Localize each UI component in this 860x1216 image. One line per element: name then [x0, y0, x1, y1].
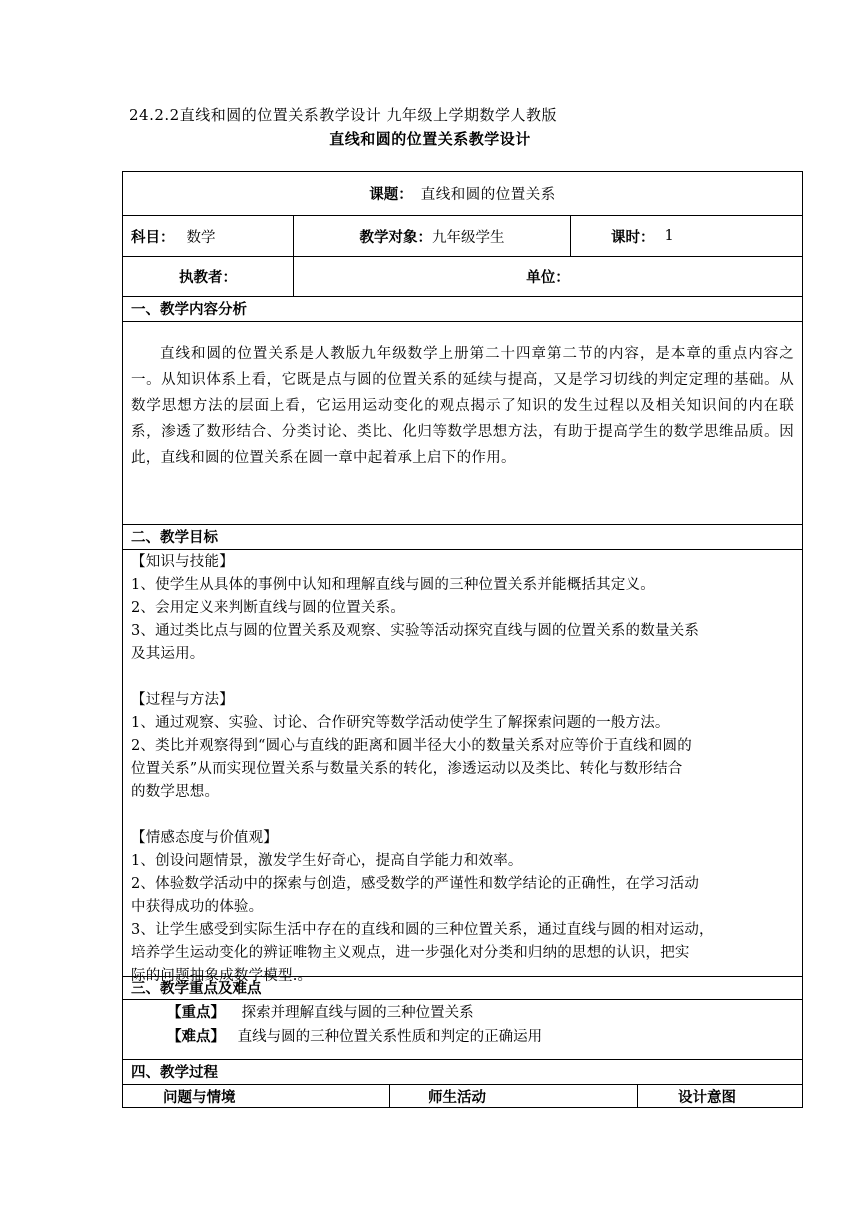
subject-value: 数学	[186, 229, 216, 246]
lesson-plan-table	[122, 171, 803, 1108]
column-design-intent: 设计意图	[678, 1088, 736, 1106]
section4-title: 四、教学过程	[131, 1064, 218, 1081]
section3-title-row	[123, 977, 802, 1000]
emotion-item: 2、体验数学活动中的探索与创造，感受数学的严谨性和数学结论的正确性，在学习活动	[131, 876, 700, 892]
knowledge-item: 及其运用。	[131, 646, 205, 662]
section2-title: 二、教学目标	[131, 529, 218, 546]
hours-value: 1	[664, 228, 674, 244]
knowledge-heading: 【知识与技能】	[131, 554, 234, 570]
section3-body	[123, 1000, 802, 1060]
teacher-row	[123, 257, 802, 297]
section1-title-row	[123, 297, 802, 322]
difficult-point-text: 直线与圆的三种位置关系性质和判定的正确运用	[237, 1029, 543, 1045]
knowledge-item: 3、通过类比点与圆的位置关系及观察、实验等活动探究直线与圆的位置关系的数量关系	[131, 623, 700, 639]
section1-body	[123, 322, 802, 525]
emotion-item: 际的问题抽象成数学模型.。	[131, 968, 313, 984]
teacher-label: 执教者：	[179, 269, 237, 286]
process-item: 的数学思想。	[131, 784, 220, 800]
emotion-item: 培养学生运动变化的辨证唯物主义观点，进一步强化对分类和归纳的思想的认识，把实	[131, 945, 690, 961]
content-analysis-text: 直线和圆的位置关系是人教版九年级数学上册第二十四章第二节的内容，是本章的重点内容之一。从知识体系上看，它既是点与圆的位置关系的延续与提高，又是学习切线的判定定理的基础。从数学思想方法的层面上看，它运用运动变化的观点揭示了知识的发生过程以及相关知识间的内在联系，渗透了数形结合、分类讨论、类比、化归等数学思想方法，有助于提高学生的数学思维品质。因此，直线和圆的位置关系在圆一章中起着承上启下的作用。	[131, 346, 794, 466]
knowledge-item: 1、使学生从具体的事例中认知和理解直线与圆的三种位置关系并能概括其定义。	[131, 577, 655, 593]
emotion-item: 3、让学生感受到实际生活中存在的直线和圆的三种位置关系，通过直线与圆的相对运动，	[131, 922, 714, 938]
unit-label: 单位：	[526, 269, 570, 286]
document-subtitle: 直线和圆的位置关系教学设计	[329, 130, 531, 148]
emotion-heading: 【情感态度与价值观】	[131, 830, 278, 846]
info-row	[123, 216, 802, 257]
emotion-item: 1、创设问题情景，激发学生好奇心，提高自学能力和效率。	[131, 853, 523, 869]
difficult-point-label: 【难点】	[167, 1028, 225, 1045]
topic-value: 直线和圆的位置关系	[420, 187, 556, 203]
audience-value: 九年级学生	[432, 229, 505, 246]
process-heading: 【过程与方法】	[131, 692, 234, 708]
subject-label: 科目：	[131, 228, 175, 246]
audience-label: 教学对象：	[359, 228, 432, 246]
section1-title: 一、教学内容分析	[131, 301, 247, 318]
key-point-label: 【重点】	[167, 1004, 225, 1021]
knowledge-item: 2、会用定义来判断直线与圆的位置关系。	[131, 600, 406, 616]
topic-label: 课题：	[369, 186, 413, 203]
section4-title-row	[123, 1060, 802, 1085]
section2-body	[123, 550, 802, 984]
process-item: 1、通过观察、实验、讨论、合作研究等数学活动使学生了解探索问题的一般方法。	[131, 715, 670, 731]
topic-row	[123, 172, 802, 216]
hours-label: 课时：	[611, 228, 655, 246]
section2-title-row	[123, 525, 802, 550]
emotion-item: 中获得成功的体验。	[131, 899, 264, 915]
column-teacher-student-activity: 师生活动	[428, 1088, 486, 1106]
key-point-text: 探索并理解直线与圆的三种位置关系	[241, 1005, 474, 1021]
column-question-scenario: 问题与情境	[163, 1088, 236, 1106]
process-item: 位置关系”从而实现位置关系与数量关系的转化，渗透运动以及类比、转化与数形结合	[131, 761, 683, 777]
process-item: 2、类比并观察得到“圆心与直线的距离和圆半径大小的数量关系对应等价于直线和圆的	[131, 738, 692, 754]
section3-title: 三、教学重点及难点	[131, 980, 262, 997]
process-columns-row	[123, 1085, 802, 1107]
document-title-line: 24.2.2直线和圆的位置关系教学设计 九年级上学期数学人教版	[129, 106, 557, 124]
